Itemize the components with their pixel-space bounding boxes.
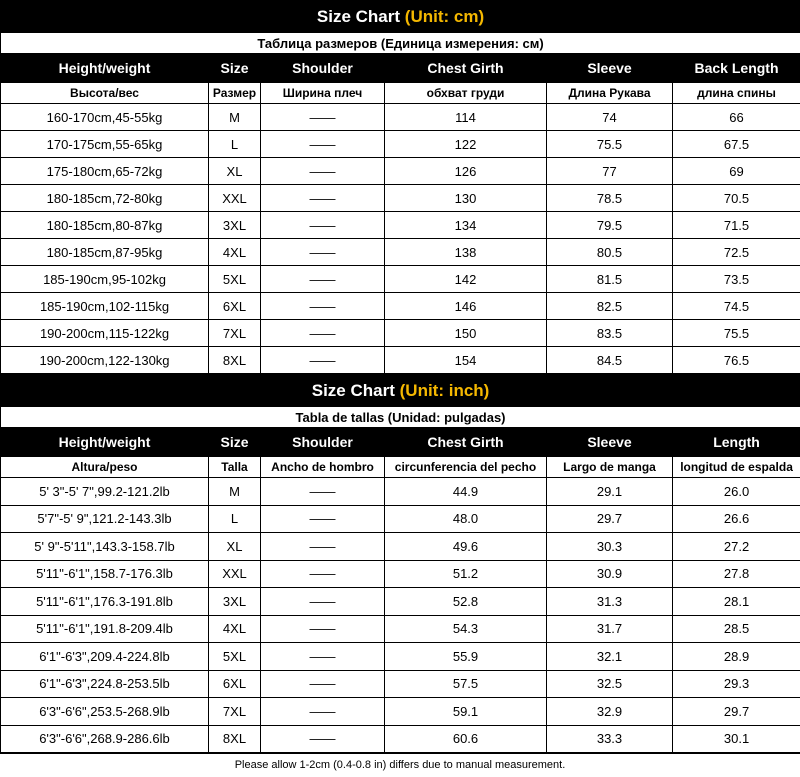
table-cell: 5XL bbox=[209, 266, 261, 293]
table-cell: 77 bbox=[547, 158, 673, 185]
table-cell: 154 bbox=[385, 347, 547, 374]
table-cell: 5' 3"-5' 7",99.2-121.2lb bbox=[1, 478, 209, 506]
inch-translation-cell: Talla bbox=[209, 457, 261, 478]
cm-translation-row bbox=[1, 83, 800, 104]
inch-header-cell: Sleeve bbox=[547, 428, 673, 457]
cm-title: Size Chart bbox=[316, 6, 401, 26]
table-row bbox=[1, 320, 800, 347]
table-cell: 49.6 bbox=[385, 533, 547, 561]
table-cell: 31.3 bbox=[547, 588, 673, 616]
table-cell: 51.2 bbox=[385, 560, 547, 588]
table-row bbox=[1, 560, 800, 588]
table-cell: —— bbox=[261, 615, 385, 643]
inch-header-cell: Length bbox=[673, 428, 800, 457]
table-cell: 27.8 bbox=[673, 560, 800, 588]
table-cell: 8XL bbox=[209, 725, 261, 753]
inch-subtitle: Tabla de tallas (Unidad: pulgadas) bbox=[1, 407, 800, 428]
inch-translation-row bbox=[1, 457, 800, 478]
table-cell: 28.9 bbox=[673, 643, 800, 671]
table-cell: 75.5 bbox=[547, 131, 673, 158]
table-cell: 150 bbox=[385, 320, 547, 347]
table-cell: 82.5 bbox=[547, 293, 673, 320]
table-cell: 60.6 bbox=[385, 725, 547, 753]
inch-unit: (Unit: inch) bbox=[399, 380, 490, 400]
table-cell: 126 bbox=[385, 158, 547, 185]
inch-title: Size Chart bbox=[311, 380, 395, 400]
table-cell: XXL bbox=[209, 185, 261, 212]
inch-translation-cell: Ancho de hombro bbox=[261, 457, 385, 478]
table-cell: L bbox=[209, 131, 261, 158]
table-cell: 30.3 bbox=[547, 533, 673, 561]
table-cell: 70.5 bbox=[673, 185, 800, 212]
table-cell: —— bbox=[261, 533, 385, 561]
table-cell: 54.3 bbox=[385, 615, 547, 643]
table-row bbox=[1, 266, 800, 293]
table-cell: 81.5 bbox=[547, 266, 673, 293]
table-cell: 83.5 bbox=[547, 320, 673, 347]
table-cell: 7XL bbox=[209, 698, 261, 726]
table-cell: 180-185cm,87-95kg bbox=[1, 239, 209, 266]
table-cell: 32.5 bbox=[547, 670, 673, 698]
table-row bbox=[1, 643, 800, 671]
cm-header-cell: Back Length bbox=[673, 54, 800, 83]
table-row bbox=[1, 615, 800, 643]
table-cell: 44.9 bbox=[385, 478, 547, 506]
cm-translation-cell: обхват груди bbox=[385, 83, 547, 104]
table-cell: 4XL bbox=[209, 615, 261, 643]
table-cell: 29.7 bbox=[673, 698, 800, 726]
table-cell: 138 bbox=[385, 239, 547, 266]
table-cell: XL bbox=[209, 533, 261, 561]
table-cell: 5'7"-5' 9",121.2-143.3lb bbox=[1, 505, 209, 533]
cm-title-row bbox=[1, 1, 800, 33]
table-cell: —— bbox=[261, 266, 385, 293]
table-cell: 180-185cm,80-87kg bbox=[1, 212, 209, 239]
table-cell: —— bbox=[261, 643, 385, 671]
table-cell: 28.5 bbox=[673, 615, 800, 643]
cm-subtitle-row bbox=[1, 33, 800, 54]
table-cell: 185-190cm,102-115kg bbox=[1, 293, 209, 320]
table-row bbox=[1, 104, 800, 131]
table-cell: 29.1 bbox=[547, 478, 673, 506]
table-cell: 190-200cm,115-122kg bbox=[1, 320, 209, 347]
table-cell: —— bbox=[261, 560, 385, 588]
table-cell: 170-175cm,55-65kg bbox=[1, 131, 209, 158]
table-cell: —— bbox=[261, 478, 385, 506]
table-cell: 29.7 bbox=[547, 505, 673, 533]
inch-size-table bbox=[0, 374, 800, 753]
table-cell: 4XL bbox=[209, 239, 261, 266]
table-cell: 146 bbox=[385, 293, 547, 320]
inch-translation-cell: Altura/peso bbox=[1, 457, 209, 478]
table-cell: XL bbox=[209, 158, 261, 185]
table-cell: 114 bbox=[385, 104, 547, 131]
table-cell: 26.6 bbox=[673, 505, 800, 533]
table-row bbox=[1, 698, 800, 726]
table-cell: 5'11"-6'1",158.7-176.3lb bbox=[1, 560, 209, 588]
table-cell: 30.1 bbox=[673, 725, 800, 753]
table-cell: 73.5 bbox=[673, 266, 800, 293]
cm-translation-cell: длина спины bbox=[673, 83, 800, 104]
table-row bbox=[1, 239, 800, 266]
table-cell: 8XL bbox=[209, 347, 261, 374]
table-cell: 55.9 bbox=[385, 643, 547, 671]
table-row bbox=[1, 185, 800, 212]
table-cell: 5XL bbox=[209, 643, 261, 671]
table-cell: —— bbox=[261, 104, 385, 131]
table-cell: 134 bbox=[385, 212, 547, 239]
table-cell: 175-180cm,65-72kg bbox=[1, 158, 209, 185]
table-cell: 29.3 bbox=[673, 670, 800, 698]
cm-header-cell: Shoulder bbox=[261, 54, 385, 83]
table-cell: 6'1"-6'3",209.4-224.8lb bbox=[1, 643, 209, 671]
table-cell: 67.5 bbox=[673, 131, 800, 158]
table-row bbox=[1, 588, 800, 616]
table-cell: 5'11"-6'1",191.8-209.4lb bbox=[1, 615, 209, 643]
table-cell: 3XL bbox=[209, 588, 261, 616]
table-cell: 5'11"-6'1",176.3-191.8lb bbox=[1, 588, 209, 616]
cm-header-row bbox=[1, 54, 800, 83]
inch-header-cell: Shoulder bbox=[261, 428, 385, 457]
inch-translation-cell: circunferencia del pecho bbox=[385, 457, 547, 478]
table-cell: 48.0 bbox=[385, 505, 547, 533]
table-cell: —— bbox=[261, 505, 385, 533]
table-cell: 6'1"-6'3",224.8-253.5lb bbox=[1, 670, 209, 698]
table-row bbox=[1, 131, 800, 158]
inch-subtitle-row bbox=[1, 407, 800, 428]
table-row bbox=[1, 533, 800, 561]
table-cell: 6XL bbox=[209, 670, 261, 698]
cm-unit: (Unit: cm) bbox=[404, 6, 485, 26]
cm-translation-cell: Размер bbox=[209, 83, 261, 104]
table-cell: 122 bbox=[385, 131, 547, 158]
table-cell: 74.5 bbox=[673, 293, 800, 320]
table-cell: —— bbox=[261, 185, 385, 212]
table-cell: 7XL bbox=[209, 320, 261, 347]
table-cell: 71.5 bbox=[673, 212, 800, 239]
table-cell: 80.5 bbox=[547, 239, 673, 266]
inch-title-cell bbox=[1, 375, 800, 407]
table-cell: —— bbox=[261, 158, 385, 185]
table-cell: 130 bbox=[385, 185, 547, 212]
cm-header-cell: Chest Girth bbox=[385, 54, 547, 83]
table-cell: 59.1 bbox=[385, 698, 547, 726]
table-cell: L bbox=[209, 505, 261, 533]
table-row bbox=[1, 158, 800, 185]
table-cell: XXL bbox=[209, 560, 261, 588]
table-cell: 28.1 bbox=[673, 588, 800, 616]
table-cell: 72.5 bbox=[673, 239, 800, 266]
table-cell: M bbox=[209, 478, 261, 506]
table-cell: 160-170cm,45-55kg bbox=[1, 104, 209, 131]
table-cell: —— bbox=[261, 131, 385, 158]
table-row bbox=[1, 293, 800, 320]
table-cell: 31.7 bbox=[547, 615, 673, 643]
table-cell: 6XL bbox=[209, 293, 261, 320]
cm-header-cell: Height/weight bbox=[1, 54, 209, 83]
table-cell: —— bbox=[261, 293, 385, 320]
table-cell: 33.3 bbox=[547, 725, 673, 753]
table-row bbox=[1, 347, 800, 374]
inch-header-cell: Chest Girth bbox=[385, 428, 547, 457]
cm-translation-cell: Высота/вес bbox=[1, 83, 209, 104]
table-row bbox=[1, 212, 800, 239]
table-cell: 26.0 bbox=[673, 478, 800, 506]
measurement-note: Please allow 1-2cm (0.4-0.8 in) differs due to manual measurement. bbox=[0, 753, 800, 776]
table-cell: 78.5 bbox=[547, 185, 673, 212]
table-cell: 84.5 bbox=[547, 347, 673, 374]
inch-title-row bbox=[1, 375, 800, 407]
table-cell: M bbox=[209, 104, 261, 131]
table-cell: 79.5 bbox=[547, 212, 673, 239]
cm-subtitle: Таблица размеров (Единица измерения: см) bbox=[1, 33, 800, 54]
table-cell: 30.9 bbox=[547, 560, 673, 588]
table-cell: —— bbox=[261, 239, 385, 266]
table-cell: 142 bbox=[385, 266, 547, 293]
cm-size-table bbox=[0, 0, 800, 374]
table-cell: 32.1 bbox=[547, 643, 673, 671]
cm-translation-cell: Ширина плеч bbox=[261, 83, 385, 104]
table-cell: 74 bbox=[547, 104, 673, 131]
table-cell: 75.5 bbox=[673, 320, 800, 347]
table-row bbox=[1, 725, 800, 753]
table-row bbox=[1, 670, 800, 698]
table-cell: 3XL bbox=[209, 212, 261, 239]
table-cell: —— bbox=[261, 347, 385, 374]
inch-header-cell: Size bbox=[209, 428, 261, 457]
inch-header-row bbox=[1, 428, 800, 457]
table-cell: —— bbox=[261, 588, 385, 616]
inch-translation-cell: longitud de espalda bbox=[673, 457, 800, 478]
table-cell: 57.5 bbox=[385, 670, 547, 698]
table-cell: 190-200cm,122-130kg bbox=[1, 347, 209, 374]
table-cell: —— bbox=[261, 212, 385, 239]
cm-header-cell: Size bbox=[209, 54, 261, 83]
table-cell: —— bbox=[261, 320, 385, 347]
table-row bbox=[1, 478, 800, 506]
table-cell: 6'3"-6'6",268.9-286.6lb bbox=[1, 725, 209, 753]
table-cell: —— bbox=[261, 670, 385, 698]
cm-translation-cell: Длина Рукава bbox=[547, 83, 673, 104]
inch-translation-cell: Largo de manga bbox=[547, 457, 673, 478]
table-cell: 27.2 bbox=[673, 533, 800, 561]
inch-header-cell: Height/weight bbox=[1, 428, 209, 457]
cm-title-cell bbox=[1, 1, 800, 33]
table-cell: 69 bbox=[673, 158, 800, 185]
table-row bbox=[1, 505, 800, 533]
table-cell: —— bbox=[261, 725, 385, 753]
cm-header-cell: Sleeve bbox=[547, 54, 673, 83]
table-cell: 32.9 bbox=[547, 698, 673, 726]
table-cell: 180-185cm,72-80kg bbox=[1, 185, 209, 212]
table-cell: 6'3"-6'6",253.5-268.9lb bbox=[1, 698, 209, 726]
table-cell: —— bbox=[261, 698, 385, 726]
table-cell: 66 bbox=[673, 104, 800, 131]
table-cell: 52.8 bbox=[385, 588, 547, 616]
table-cell: 185-190cm,95-102kg bbox=[1, 266, 209, 293]
table-cell: 76.5 bbox=[673, 347, 800, 374]
table-cell: 5' 9"-5'11",143.3-158.7lb bbox=[1, 533, 209, 561]
